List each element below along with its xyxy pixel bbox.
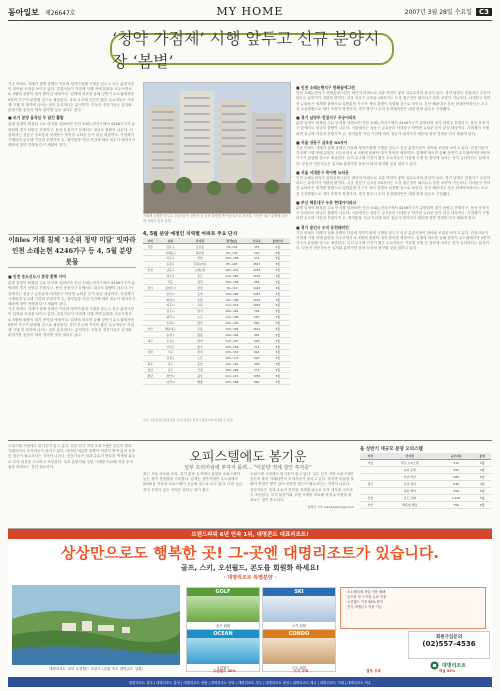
- article-paragraph: 분양 일정이 확정된 주요 단지를 살펴보면 인천 소래논현지구에서 4246가구가 분양되며 경기 남양주 진접지구, 용인 동천지구 등에서도 대규모 물량이 나온다. 서울에서는 성동구 금호동과 서대문구 북아현 뉴타운 등이 관심 대상이다. 가점제가 시행되면 무주택 기간과 부양가족 수, 청약통장 가입 기간에 따라 점수가 매겨지기 때문에 청약 전략을 다시 세워야 한다.: [296, 206, 489, 221]
- table-cell: 상암: [184, 255, 216, 261]
- contact-label: 회원가입문의: [435, 635, 463, 640]
- resort-advertisement: [8, 528, 492, 687]
- photo-caption: 가점제 시행을 앞두고 건설사들이 상반기 중 분양 물량을 쏟아낼 것으로 보인다. 사진은 최근 분양에 나선 한 아파트 단지 전경.: [143, 214, 288, 223]
- table-header-cell: 단지명: [184, 238, 216, 244]
- article-paragraph: 인천 소래논현지구 한화꿈에그린은 대단지 아파트로 교통 여건이 좋아 실수요자의 관심이 높다. 경기 남양주 진접지구 주공아파트는 분양가가 저렴한 편이다. 서울 성동구 금호동 GS자이는 도심 접근성이 뛰어나고 한강 조망이 가능하다. 서대문구 북아현 뉴타운은 재개발 물량으로 일반분양 가구가 적어 경쟁이 치열할 것으로 보인다. 부산 해운대구 우동 현대아이파크는 초고층 주상복합으로 바다 조망이 장점이다. 경기 용인시 수지 동천래미안은 대형 평형 위주로 구성됐다.: [296, 176, 491, 196]
- table-cell: 512: [248, 344, 266, 350]
- table-cell: 105~168: [216, 344, 247, 350]
- officetel-column-3: [250, 472, 354, 524]
- ski-caption: 스키 회원: [291, 624, 307, 628]
- ad-footer-bar: [8, 677, 492, 687]
- table-cell: 79~152: [216, 244, 247, 250]
- table-cell: 4월: [266, 326, 290, 332]
- table-row: [360, 501, 491, 508]
- article-paragraph: 오피스텔 시장에도 봄기운이 돌고 있다. 일부 인기 지역 오피스텔은 웃돈이 붙어 거래되면서 투자자들이 몰리고 있다. 하지만 미분양 물량이 여전히 쌓여 있어 신중한 접근이 필요하다는 지적이 나온다. 전문가들은 임대 수요가 풍부한 역세권 위주로 투자 대상을 고르라고 조언한다. 특히 분양가와 주변 시세를 비교해 적정 수익률을 따져보는 것이 중요하다.: [8, 444, 136, 469]
- article-subhead: ■ 경기 용인시 수지 동천래미안: [296, 224, 349, 230]
- table-cell: 109~181: [216, 308, 247, 314]
- ocean-image: [187, 638, 259, 664]
- table-cell: 112~198: [216, 314, 247, 320]
- table-header-cell: 면적(㎡): [216, 238, 247, 244]
- article-subhead: ■ 서울 서대문구 북아현 뉴타운: [296, 169, 349, 175]
- table-cell: 월성: [184, 344, 216, 350]
- article-column-1b: [8, 272, 136, 430]
- table-cell: 서구: [157, 279, 183, 285]
- table-cell: 102~188: [216, 297, 247, 303]
- table-source-note: 자료: 부동산정보업체 종합 (분양 일정은 업체 사정에 따라 변경될 수 있음): [143, 418, 234, 422]
- page-number: C3: [476, 8, 492, 16]
- table-cell: 696: [248, 338, 266, 344]
- table-cell: 범어: [184, 338, 216, 344]
- table-cell: 송도 국제: [381, 494, 439, 501]
- article-subhead: ■ 조기 분양 움직임 두 달간 활발: [8, 115, 64, 121]
- officetel-table: [360, 453, 491, 525]
- table-cell: 운암: [184, 361, 216, 367]
- table-cell: 오포: [184, 314, 216, 320]
- table-cell: 경기: [143, 285, 157, 291]
- table-cell: 4월: [266, 367, 290, 373]
- article-paragraph: 오피스텔 시장에도 봄기운이 돌고 있다. 일부 인기 지역 오피스텔은 웃돈이 붙어 거래되면서 투자자들이 몰리고 있다. 하지만 미분양 물량이 여전히 쌓여 있어 신중한 접근이 필요하다는 지적이 나온다. 전문가들은 임대 수요가 풍부한 역세권 위주로 투자 대상을 고르라고 조언한다. 특히 분양가와 주변 시세를 비교해 적정 수익률을 따져보는 것이 중요하다.: [250, 472, 354, 503]
- article-paragraph: 분양 일정이 확정된 주요 단지를 살펴보면 인천 소래논현지구에서 4246가구가 분양되며 경기 남양주 진접지구, 용인 동천지구 등에서도 대규모 물량이 나온다. 서울에서는 성동구 금호동과 서대문구 북아현 뉴타운 등이 관심 대상이다. 가점제가 시행되면 무주택 기간과 부양가족 수, 청약통장 가입 기간에 따라 점수가 매겨지기 때문에 청약 전략을 다시 세워야 한다.: [8, 281, 136, 307]
- table-cell: 109~182: [216, 367, 247, 373]
- table-cell: 충남: [143, 373, 157, 379]
- table-cell: 1420: [248, 285, 266, 291]
- table-cell: 5월: [266, 349, 290, 355]
- table-cell: 북구: [157, 361, 183, 367]
- table-cell: 640: [439, 480, 473, 487]
- table-cell: [143, 379, 157, 385]
- table-cell: 112~264: [216, 273, 247, 279]
- table-cell: 남구: [157, 367, 183, 373]
- table-cell: 286: [439, 473, 473, 480]
- ski-image: [263, 596, 335, 622]
- table-cell: 유성구: [157, 355, 183, 361]
- table-cell: 진접: [184, 285, 216, 291]
- article-subhead: ■ 인천 소래논현지구 한화꿈에그린: [296, 85, 355, 90]
- brand-name: 대명리조트: [441, 662, 467, 669]
- table-row: [360, 487, 491, 494]
- table-cell: 파주시: [157, 302, 183, 308]
- officetel-column-2: [143, 472, 243, 524]
- table-cell: 4월: [266, 285, 290, 291]
- article-paragraph: 기존 아파트 거래가 침체 상태인 가운데 청약가점제 시행을 앞두고 신규 분양시장이 살아날 조짐을 보이고 있다. 건설사들이 가점제 시행 전에 분양을 서두르면서 4, 5월에 물량이 대거 쏟아질 예정이다. 업계에 따르면 올해 상반기 수도권에서만 5만여 가구가 분양될 것으로 예상된다. 특히 무주택 기간이 짧은 수요자들은 가점제 시행 전 청약에 나서는 것이 유리하다는 분석이다. 부동산 전문가들은 입지와 분양가를 꼼꼼히 따져 청약할 것을 권하고 있다.: [296, 230, 491, 251]
- benefit-item: · 전국 대명콘도 이용 가능: [345, 605, 383, 609]
- table-cell: 105~152: [216, 349, 247, 355]
- pull-quote-line-2: 인천 소래논현 4246가구 등 4, 5월 분양 봇물: [11, 247, 133, 266]
- promo-item: 골프 무료: [366, 669, 381, 673]
- table-cell: [360, 473, 381, 480]
- table-cell: 은평구: [157, 261, 183, 267]
- ad-tagline: · 대명리조트 특별분양 ·: [223, 575, 277, 581]
- article-column-1: [8, 82, 136, 232]
- table-cell: 금호동: [184, 244, 216, 250]
- table-cell: 5월: [473, 473, 491, 480]
- table-cell: 4월: [473, 466, 491, 473]
- table-cell: 5월: [266, 250, 290, 256]
- table-cell: 4월: [266, 273, 290, 279]
- table-cell: 5월: [266, 320, 290, 326]
- table-cell: 85~165: [216, 261, 247, 267]
- table-cell: [360, 466, 381, 473]
- table-cell: 331: [248, 255, 266, 261]
- table-cell: 북아현: [184, 250, 216, 256]
- table-cell: 소래논현: [184, 267, 216, 273]
- table-cell: 4월: [473, 459, 491, 466]
- condo-box: [262, 629, 336, 672]
- table-cell: 1,120: [439, 494, 473, 501]
- table-cell: 420: [439, 466, 473, 473]
- contact-box: [408, 631, 490, 659]
- table-cell: 서울: [143, 244, 157, 250]
- table-cell: 대전: [143, 349, 157, 355]
- ski-box: [262, 587, 336, 630]
- condo-image: [263, 638, 335, 664]
- byline: 정세진 기자 mint4a@donga.com: [307, 505, 354, 510]
- table-title: 4, 5월 분양 예정인 지역별 아파트 주요 단지: [143, 232, 238, 237]
- table-cell: 4월: [266, 267, 290, 273]
- table-cell: 마포구: [157, 255, 183, 261]
- table-cell: 4월: [266, 291, 290, 297]
- pull-quote: [8, 234, 136, 268]
- paper-name: 동아일보: [8, 7, 39, 17]
- table-cell: 수성구: [157, 338, 183, 344]
- article-column-3: [296, 82, 491, 434]
- table-cell: 105~231: [216, 267, 247, 273]
- officetel-column-1: [8, 444, 136, 524]
- ad-subheadline: 골프, 스키, 오션월드, 콘도를 회원화 하세요!: [180, 564, 320, 572]
- table-cell: 79~112: [216, 285, 247, 291]
- table-row: [360, 459, 491, 466]
- table-header-cell: 분양시기: [266, 238, 290, 244]
- table-cell: 5월: [266, 302, 290, 308]
- resort-photo-caption: 대명리조트 설악 오션월드 조감도 (강원 속초 대명콘도 일원): [48, 667, 144, 671]
- condo-caption: 콘도 회원: [291, 666, 307, 670]
- table-cell: 노은: [184, 355, 216, 361]
- table-cell: 5월: [266, 332, 290, 338]
- page-header: [8, 4, 492, 21]
- table-cell: 5월: [266, 373, 290, 379]
- table-cell: 5월: [473, 494, 491, 501]
- issue-date: 2007년 3월 28일 수요일: [404, 9, 472, 16]
- ocean-box: [186, 629, 260, 672]
- condo-label: CONDO: [263, 630, 335, 638]
- table-header-cell: 분양: [473, 453, 491, 459]
- benefit-item: · 소노펠리체 객실 이용 혜택: [345, 590, 386, 594]
- table-cell: 장기: [184, 308, 216, 314]
- table-cell: 398: [439, 487, 473, 494]
- table-cell: 4월: [266, 338, 290, 344]
- ad-top-banner: [8, 529, 492, 539]
- table-cell: 512: [439, 459, 473, 466]
- table-cell: 109~172: [216, 355, 247, 361]
- table-cell: 2817: [248, 261, 266, 267]
- table-cell: 115~247: [216, 338, 247, 344]
- golf-image: [187, 596, 259, 622]
- table-cell: 해운대 센텀: [381, 501, 439, 508]
- table-cell: 인천: [360, 494, 381, 501]
- officetel-subheadline: 일부 프리미엄에 투자자 몰려… “미분양 적체 감안 투자를”: [184, 465, 312, 471]
- article-subhead: ■ 경기 남양주 진접지구 주공아파트: [296, 115, 357, 121]
- table-cell: 5월: [266, 279, 290, 285]
- table-cell: 경기: [360, 480, 381, 487]
- article-paragraph: 분양 일정이 확정된 주요 단지를 살펴보면 인천 소래논현지구에서 4246가구가 분양되며 경기 남양주 진접지구, 용인 동천지구 등에서도 대규모 물량이 나온다. 서울에서는 성동구 금호동과 서대문구 북아현 뉴타운 등이 관심 대상이다. 가점제가 시행되면 무주택 기간과 부양가족 수, 청약통장 가입 기간에 따라 점수가 매겨지기 때문에 청약 전략을 다시 세워야 한다.: [296, 121, 489, 136]
- table-cell: 1631: [248, 326, 266, 332]
- officetel-schedule-table: [360, 453, 491, 509]
- table-cell: 분당 정자: [381, 480, 439, 487]
- table-cell: 천안시: [157, 373, 183, 379]
- table-cell: 송파 문정: [381, 466, 439, 473]
- table-cell: 화성시: [157, 297, 183, 303]
- table-cell: 동탄: [184, 297, 216, 303]
- table-cell: 109~185: [216, 291, 247, 297]
- article-paragraph: 기존 아파트 거래가 침체 상태인 가운데 청약가점제 시행을 앞두고 신규 분양시장이 살아날 조짐을 보이고 있다. 건설사들이 가점제 시행 전에 분양을 서두르면서 4, 5월에 물량이 대거 쏟아질 예정이다. 업계에 따르면 올해 상반기 수도권에서만 5만여 가구가 분양될 것으로 예상된다. 특히 무주택 기간이 짧은 수요자들은 가점제 시행 전 청약에 나서는 것이 유리하다는 분석이다. 부동산 전문가들은 입지와 분양가를 꼼꼼히 따져 청약할 것을 권하고 있다.: [8, 82, 134, 113]
- article-paragraph: 기존 아파트 거래가 침체 상태인 가운데 청약가점제 시행을 앞두고 신규 분양시장이 살아날 조짐을 보이고 있다. 건설사들이 가점제 시행 전에 분양을 서두르면서 4, 5월에 물량이 대거 쏟아질 예정이다. 업계에 따르면 올해 상반기 수도권에서만 5만여 가구가 분양될 것으로 예상된다. 특히 무주택 기간이 짧은 수요자들은 가점제 시행 전 청약에 나서는 것이 유리하다는 분석이다. 부동산 전문가들은 입지와 분양가를 꼼꼼히 따져 청약할 것을 권하고 있다.: [8, 307, 134, 338]
- table-cell: 불당: [184, 373, 216, 379]
- table-cell: 550: [248, 314, 266, 320]
- table-cell: 375: [248, 244, 266, 250]
- table-cell: 105~165: [216, 361, 247, 367]
- table-cell: 수원시: [157, 320, 183, 326]
- table-cell: 일산 백석: [381, 487, 439, 494]
- table-cell: 860: [248, 379, 266, 385]
- table-cell: 4월: [266, 244, 290, 250]
- table-cell: 620: [248, 355, 266, 361]
- table-cell: 5월: [473, 487, 491, 494]
- table-cell: 남양주시: [157, 285, 183, 291]
- table-header-cell: 규모(실): [439, 453, 473, 459]
- table-cell: 756: [439, 501, 473, 508]
- table-cell: 성동구: [157, 244, 183, 250]
- golf-caption: 골프 회원: [215, 624, 231, 628]
- table-cell: 105~145: [216, 320, 247, 326]
- table-cell: 남동구: [157, 267, 183, 273]
- table-cell: 445: [248, 332, 266, 338]
- golf-box: [186, 587, 260, 630]
- table-cell: 대구: [143, 338, 157, 344]
- table-cell: 서대문구: [157, 250, 183, 256]
- table-cell: 706: [248, 308, 266, 314]
- ocean-label: OCEAN: [187, 630, 259, 638]
- table-cell: 4월: [473, 480, 491, 487]
- table-cell: 마포 오피스텔: [381, 459, 439, 466]
- resort-aerial-photo: [12, 585, 180, 665]
- member-benefits: [340, 587, 486, 629]
- table-cell: 82~145: [216, 250, 247, 256]
- table-cell: 광주시: [157, 314, 183, 320]
- table-cell: 청라: [184, 279, 216, 285]
- article-paragraph: 기존 아파트 거래가 침체 상태인 가운데 청약가점제 시행을 앞두고 신규 분양시장이 살아날 조짐을 보이고 있다. 건설사들이 가점제 시행 전에 분양을 서두르면서 4, 5월에 물량이 대거 쏟아질 예정이다. 업계에 따르면 올해 상반기 수도권에서만 5만여 가구가 분양될 것으로 예상된다. 특히 무주택 기간이 짧은 수요자들은 가점제 시행 전 청약에 나서는 것이 유리하다는 분석이다. 부동산 전문가들은 입지와 분양가를 꼼꼼히 따져 청약할 것을 권하고 있다.: [296, 146, 491, 166]
- main-headline: ‘청약 가점제’ 시행 앞두고 신규 분양시장 ‘봄볕’: [110, 33, 394, 65]
- benefit-item: · 골프장 및 스키장 무료 이용: [345, 595, 387, 599]
- table-cell: 109~184: [216, 332, 247, 338]
- table-cell: 904: [248, 349, 266, 355]
- table-cell: 연수구: [157, 273, 183, 279]
- table-cell: 5월: [266, 297, 290, 303]
- table-row: [143, 379, 290, 385]
- table-row: [360, 480, 491, 487]
- article-subhead: ■ 인천 송도신도시 분양 흥행 이어: [8, 274, 66, 279]
- issue-number: 제26647호: [44, 10, 76, 17]
- promo-strip: [184, 669, 484, 676]
- promo-item: 스키 무료: [293, 669, 309, 673]
- table-cell: 884: [248, 279, 266, 285]
- ad-footer-text: 대명리조트 설악 | 대명리조트 홍천 | 대명리조트 양평 | 대명리조트 단양 | 대명리조트 경주 | 대명리조트 변산 | 대명리조트 제주 | 대명리조트 거제 | 대명리조트 여수: [128, 680, 372, 685]
- table-cell: 4월: [266, 379, 290, 385]
- article-paragraph: 분양 일정이 확정된 주요 단지를 살펴보면 인천 소래논현지구에서 4246가구가 분양되며 경기 남양주 진접지구, 용인 동천지구 등에서도 대규모 물량이 나온다. 서울에서는 성동구 금호동과 서대문구 북아현 뉴타운 등이 관심 대상이다. 가점제가 시행되면 무주택 기간과 부양가족 수, 청약통장 가입 기간에 따라 점수가 매겨지기 때문에 청약 전략을 다시 세워야 한다.: [8, 122, 136, 148]
- table-cell: 242: [248, 250, 266, 256]
- table-cell: 1056: [248, 373, 266, 379]
- table-cell: 김포시: [157, 308, 183, 314]
- apartment-schedule-table: [143, 238, 290, 416]
- table-cell: 373: [248, 367, 266, 373]
- table-cell: 신정: [184, 367, 216, 373]
- table-cell: 1082: [248, 302, 266, 308]
- table-cell: 105~168: [216, 379, 247, 385]
- table-cell: 울산: [143, 367, 157, 373]
- table-cell: 용인시: [157, 291, 183, 297]
- ad-top-text: 브랜드파워 6년 연속 1위, 대명콘도 대표리조트!: [191, 532, 309, 538]
- table-cell: 5월: [266, 261, 290, 267]
- table-cell: 892: [248, 320, 266, 326]
- resort-aerial-image: [12, 585, 180, 665]
- table-cell: 부산: [360, 501, 381, 508]
- table-cell: 5월: [266, 308, 290, 314]
- table-cell: 448: [248, 361, 266, 367]
- table-row: [360, 473, 491, 480]
- table-cell: 관저: [184, 349, 216, 355]
- section-title: MY HOME: [216, 5, 284, 18]
- table-cell: 달서구: [157, 344, 183, 350]
- table-cell: 132~309: [216, 326, 247, 332]
- promo-item: 객실 50%: [438, 669, 456, 673]
- ocean-caption: 오션월드: [216, 666, 230, 670]
- apartment-photo-image: [144, 83, 290, 213]
- benefit-item: · 오션월드 이용 50% 할인: [345, 600, 384, 604]
- section-divider: [8, 440, 492, 441]
- table-cell: 배방: [184, 379, 216, 385]
- table-header-cell: 지역: [143, 238, 157, 244]
- table-cell: 인천: [143, 267, 157, 273]
- table-cell: 2393: [248, 291, 266, 297]
- table-cell: 5월: [266, 361, 290, 367]
- officetel-table-title: 올 상반기 대규모 분양 오피스텔: [360, 447, 423, 452]
- table-cell: 서울: [360, 459, 381, 466]
- table-cell: 1016: [248, 297, 266, 303]
- promo-item: 오션월드 50%: [212, 669, 236, 673]
- table-cell: 109~198: [216, 279, 247, 285]
- article-subhead: ■ 서울 성동구 금호동 GS자이: [296, 139, 348, 145]
- table-cell: 광주: [143, 361, 157, 367]
- table-cell: 109~158: [216, 255, 247, 261]
- table-cell: 4월: [266, 314, 290, 320]
- article-paragraph: 인천 소래논현지구 한화꿈에그린은 대단지 아파트로 교통 여건이 좋아 실수요자의 관심이 높다. 경기 남양주 진접지구 주공아파트는 분양가가 저렴한 편이다. 서울 성동구 금호동 GS자이는 도심 접근성이 뛰어나고 한강 조망이 가능하다. 서대문구 북아현 뉴타운은 재개발 물량으로 일반분양 가구가 적어 경쟁이 치열할 것으로 보인다. 부산 해운대구 우동 현대아이파크는 초고층 주상복합으로 바다 조망이 장점이다. 경기 용인시 수지 동천래미안은 대형 평형 위주로 구성됐다.: [296, 91, 491, 111]
- officetel-headline: 오피스텔에도 봄기운: [189, 450, 307, 465]
- table-cell: 5월: [266, 344, 290, 350]
- table-cell: 4246: [248, 267, 266, 273]
- table-cell: 112~215: [216, 302, 247, 308]
- ad-headline: 상상만으로도 행복한 곳! 그-곳엔 대명리조트가 있습니다.: [60, 544, 440, 562]
- table-cell: 아산시: [157, 379, 183, 385]
- table-cell: [360, 487, 381, 494]
- table-cell: 4월: [266, 355, 290, 361]
- table-cell: 동래구: [157, 332, 183, 338]
- table-header-cell: 지역: [360, 453, 381, 459]
- table-cell: 5월: [266, 255, 290, 261]
- table-cell: 교하: [184, 302, 216, 308]
- table-cell: 은평뉴타운: [184, 261, 216, 267]
- table-row: [360, 494, 491, 501]
- table-cell: 명륜: [184, 332, 216, 338]
- table-cell: 1140: [248, 273, 266, 279]
- contact-phone: (02)557-4536: [422, 640, 476, 648]
- table-header-cell: 가구수: [248, 238, 266, 244]
- table-cell: 강남 역삼: [381, 473, 439, 480]
- table-cell: 송도: [184, 273, 216, 279]
- table-row: [360, 466, 491, 473]
- article-paragraph: 최근 서울 마포와 송파, 경기 분당 등지에서 분양된 오피스텔이 높은 청약 경쟁률을 기록했다. 업계는 상반기에만 수도권에서 5000실 이상의 오피스텔이 공급될 것으로 보고 있다. 다만 공급 과잉 우려가 있는 지역은 피하는 것이 좋다.: [143, 472, 243, 492]
- table-cell: 6월: [473, 501, 491, 508]
- ski-label: SKI: [263, 588, 335, 596]
- table-cell: 서구: [157, 349, 183, 355]
- article-subhead: ■ 부산 해운대구 우동 현대아이파크: [296, 199, 357, 205]
- golf-label: GOLF: [187, 588, 259, 596]
- pull-quote-line-1: 이files 거래 침체 ‘1순위 청약 미달’ 잇따라: [8, 236, 136, 244]
- table-header-cell: 단지명: [381, 453, 439, 459]
- table-cell: 우동: [184, 326, 216, 332]
- table-cell: 112~215: [216, 373, 247, 379]
- table-cell: 부산: [143, 326, 157, 332]
- table-cell: 동천: [184, 291, 216, 297]
- table-header-cell: 위치: [157, 238, 183, 244]
- table-cell: 권선: [184, 320, 216, 326]
- schedule-table: [143, 238, 290, 385]
- table-cell: 해운대구: [157, 326, 183, 332]
- apartment-photo: [143, 82, 291, 214]
